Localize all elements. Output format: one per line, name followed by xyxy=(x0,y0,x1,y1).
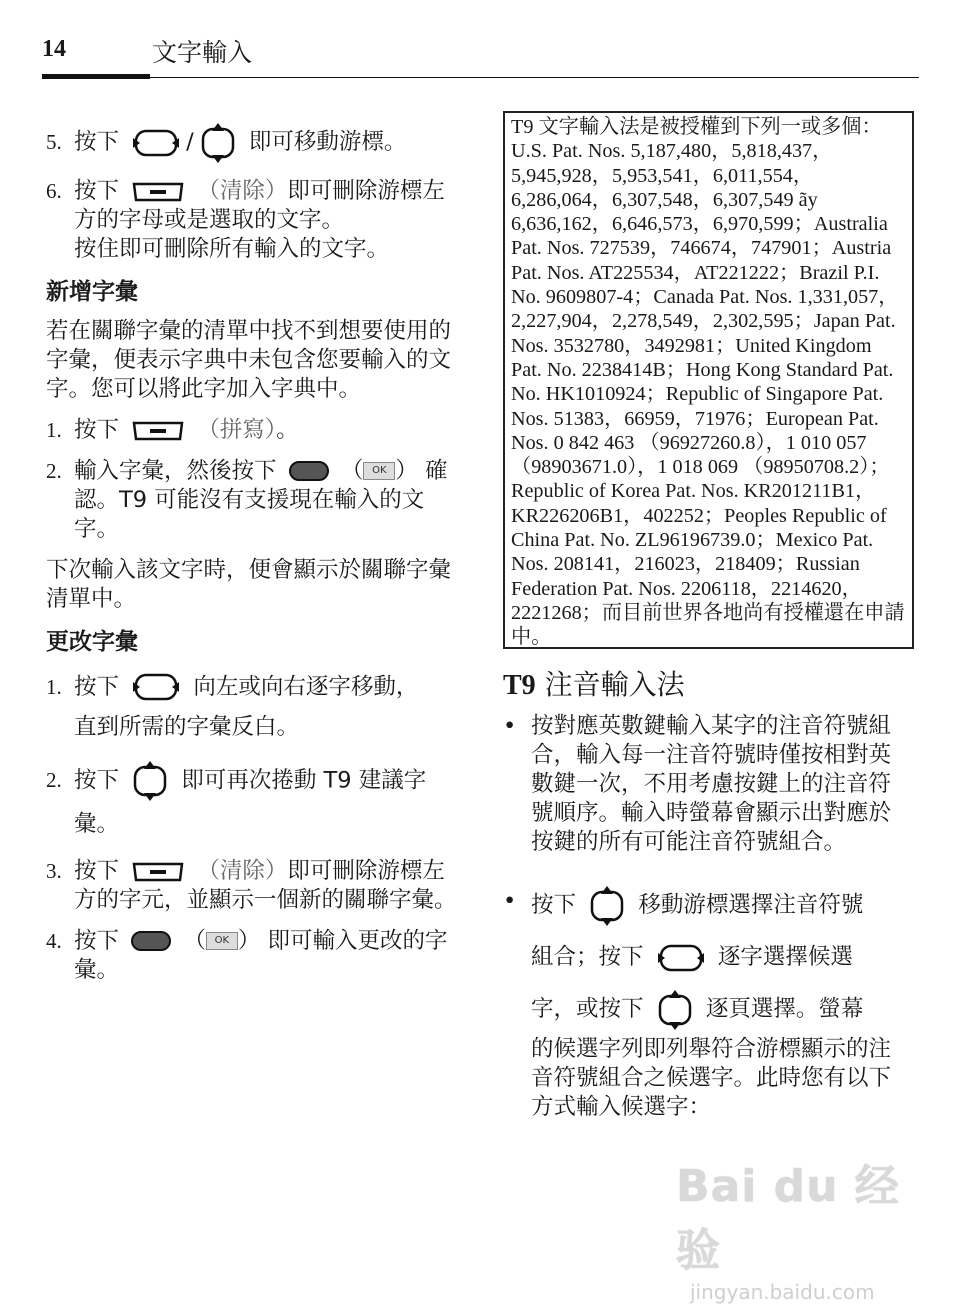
paren: ） xyxy=(237,927,261,954)
bullet-1 xyxy=(503,712,913,857)
step-number: 2. xyxy=(46,458,62,483)
add-step-1 xyxy=(46,416,466,445)
step-text: 按住即可刪除所有輸入的文字。 xyxy=(74,235,390,262)
left-column xyxy=(46,120,466,997)
bullet-text: 逐頁選擇。螢幕 xyxy=(705,996,864,1022)
watermark-logo: Bai du 经验 xyxy=(676,1161,900,1276)
edit-step-4 xyxy=(46,927,466,985)
step-number: 1. xyxy=(46,674,62,699)
key-label: （清除） xyxy=(197,857,288,884)
soft-key-icon xyxy=(130,858,186,884)
step-text: 向左或向右逐字移動， xyxy=(193,673,419,700)
bullet-text: 按對應英數鍵輸入某字的注音符號組合，輸入每一注音符號時僅按相對英數鍵一次，不用考慮按鍵上的注音符號順序。輸入時螢幕會顯示出對應於按鍵的所有可能注音符號組合。 xyxy=(531,713,892,855)
step-number: 5. xyxy=(46,130,62,154)
watermark xyxy=(676,1150,926,1304)
ok-key-icon: OK xyxy=(363,462,395,480)
patent-notice-box: T9 文字輸入法是被授權到下列一或多個：U.S. Pat. Nos. 5,187,480，5,818,437，5,945,928，5,953,541，6,011,554，6,286,064，6,307,548，6,307,549 ãy 6,636,162，6,646,573，6,970,599；Australia Pat. Nos. 727539，746674，747901；Austria Pat. Nos. AT225534，AT221222；Brazil P.I. No. 9609807-4；Canada Pat. Nos. 1,331,057，2,227,904，2,278,549，2,302,595；Japan Pat. Nos. 3532780，3492981；United Kingdom Pat. No. 2238414B；Hong Kong Standard Pat. No. HK1010924；Republic of Singapore Pat. Nos. 51383，66959，71976；European Pat. Nos. 0 842 463 （96927260.8），1 010 057 （98903671.0），1 018 069 （98950708.2）；Republic of Korea Pat. Nos. KR201211B1，KR226206B1，402252；Peoples Republic of China Pat. No. ZL96196739.0；Mexico Pat. Nos. 208141，216023，218409；Russian Federation Pat. Nos. 2206118，2214620，2221268；而目前世界各地尚有授權還在申請中。 xyxy=(503,111,914,649)
nav-up-down-icon xyxy=(198,121,238,165)
nav-up-down-icon xyxy=(130,759,170,803)
step-number: 2. xyxy=(46,767,62,792)
section-heading: 新增字彙 xyxy=(46,278,138,305)
bullet-text: 組合；按下 xyxy=(531,944,644,970)
step-text: 按下 xyxy=(74,927,120,954)
bullet-icon: • xyxy=(503,888,517,914)
step-5 xyxy=(46,120,466,165)
bullet-text: 移動游標選擇注音符號 xyxy=(638,892,864,918)
step-text: 即可刪除游標左方的字母或是選取的文字。 xyxy=(74,177,445,233)
heading-text: 注音輸入法 xyxy=(535,668,685,701)
step-text: 按下 xyxy=(74,857,120,884)
key-label: （清除） xyxy=(197,177,288,204)
step-text: 即可再次捲動 T9 建議字 xyxy=(181,767,427,793)
paragraph: 若在關聯字彙的清單中找不到想要使用的字彙，便表示字典中未包含您要輸入的文字。您可以將此字加入字典中。 xyxy=(46,317,452,402)
separator: / xyxy=(186,129,194,155)
section-heading: 更改字彙 xyxy=(46,628,138,655)
step-text: 按下 xyxy=(74,177,120,204)
step-text: 即可輸入更改的字彙。 xyxy=(74,927,448,983)
nav-left-right-icon xyxy=(655,941,707,975)
heading-t9: T9 xyxy=(503,670,536,701)
nav-left-right-icon xyxy=(130,126,182,160)
key-label: （拼寫） xyxy=(197,416,277,443)
step-text: 即可刪除游標左方的字元，並顯示一個新的關聯字彙。 xyxy=(74,857,457,913)
ok-key-icon: OK xyxy=(206,932,238,950)
edit-step-2 xyxy=(46,759,466,845)
bullet-text: 逐字選擇候選 xyxy=(717,944,853,970)
bullet-text: 字，或按下 xyxy=(531,996,644,1022)
page-title: 文字輸入 xyxy=(152,38,253,67)
nav-left-right-icon xyxy=(130,670,182,704)
edit-step-1 xyxy=(46,667,466,747)
bullet-text: 按下 xyxy=(531,892,577,918)
step-6 xyxy=(46,177,466,264)
step-text: 按下 xyxy=(74,129,120,155)
bullet-2 xyxy=(503,879,913,1122)
step-number: 4. xyxy=(46,928,62,953)
paren: （ xyxy=(340,457,364,484)
section-heading-t9 xyxy=(503,670,913,700)
step-number: 3. xyxy=(46,858,62,883)
center-key-icon xyxy=(130,929,172,953)
soft-key-icon xyxy=(130,178,186,204)
center-key-icon xyxy=(288,459,330,483)
page-number: 14 xyxy=(42,36,66,62)
bullet-icon: • xyxy=(503,713,517,739)
header-rule-accent xyxy=(42,74,150,79)
step-text: 彙。 xyxy=(74,810,120,837)
step-text: 按下 xyxy=(74,767,120,793)
step-text: 輸入字彙，然後按下 xyxy=(74,457,277,484)
step-text: 即可移動游標。 xyxy=(248,129,407,155)
edit-step-3 xyxy=(46,857,466,915)
nav-up-down-icon xyxy=(587,884,627,928)
nav-up-down-icon xyxy=(655,988,695,1032)
step-text: 直到所需的字彙反白。 xyxy=(74,713,300,740)
bullet-text: 的候選字列即列舉符合游標顯示的注音符號組合之候選字。此時您有以下方式輸入候選字： xyxy=(531,1036,892,1120)
step-number: 1. xyxy=(46,417,62,442)
step-text: 確認。T9 可能沒有支援現在輸入的文字。 xyxy=(74,457,448,542)
step-text: 。 xyxy=(276,416,299,443)
paren: ） xyxy=(395,457,418,484)
step-text: 按下 xyxy=(74,416,120,443)
header-rule xyxy=(42,77,919,78)
add-step-2 xyxy=(46,457,466,544)
paren: （ xyxy=(183,927,206,954)
soft-key-icon xyxy=(130,417,186,443)
step-text: 按下 xyxy=(74,673,120,700)
right-column xyxy=(503,670,913,1138)
watermark-url: jingyan.baidu.com xyxy=(690,1280,875,1304)
step-number: 6. xyxy=(46,178,62,203)
paragraph: 下次輸入該文字時，便會顯示於關聯字彙清單中。 xyxy=(46,556,452,612)
